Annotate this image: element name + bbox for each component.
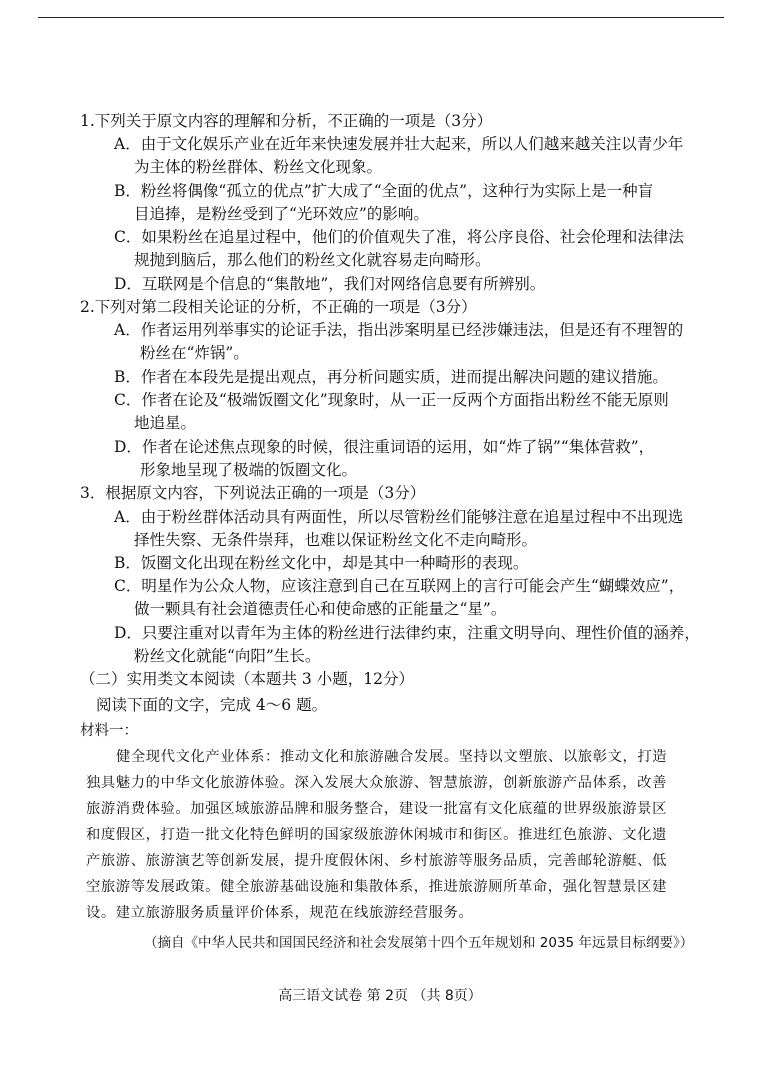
question-1-option-c: C．如果粉丝在追星过程中，他们的价值观失了准，将公序良俗、社会伦理和法律法 [114,228,684,246]
section-heading: （二）实用类文本阅读（本题共 3 小题，12分） [80,670,414,688]
question-3-option-a-cont: 择性失察、无条件崇拜，也难以保证粉丝文化不走向畸形。 [134,531,538,549]
question-2-option-b: B．作者在本段先是提出观点，再分析问题实质，进而提出解决问题的建议措施。 [114,368,668,386]
passage-line: 设。建立旅游服务质量评价体系，规范在线旅游经营服务。 [86,905,474,921]
question-3-option-c: C．明星作为公众人物，应该注意到自己在互联网上的言行可能会产生“蝴蝶效应”， [114,577,685,595]
question-2-option-c: C．作者在论及“极端饭圈文化”现象时，从一正一反两个方面指出粉丝不能无原则 [114,391,669,409]
reading-instruction: 阅读下面的文字，完成 4～6 题。 [96,696,328,714]
question-1-option-b-cont: 目追捧，是粉丝受到了“光环效应”的影响。 [134,205,429,223]
question-1-option-a-cont: 为主体的粉丝群体、粉丝文化现象。 [134,158,383,176]
question-3-option-d: D．只要注重对以青年为主体的粉丝进行法律约束，注重文明导向、理性价值的涵养， [114,624,700,642]
page-footer: 高三语文试卷 第 2页 （共 8页） [278,988,482,1004]
question-3-option-b: B．饭圈文化出现在粉丝文化中，却是其中一种畸形的表现。 [114,554,529,572]
passage-line: 独具魅力的中华文化旅游体验。深入发展大众旅游、智慧旅游，创新旅游产品体系，改善 [86,775,667,791]
question-1-option-d: D．互联网是个信息的“集散地”，我们对网络信息要有所辨别。 [114,275,546,293]
passage-line: 旅游消费体验。加强区域旅游品牌和服务整合，建设一批富有文化底蕴的世界级旅游景区 [86,801,667,817]
passage-line: 空旅游等发展政策。健全旅游基础设施和集散体系，推进旅游厕所革命，强化智慧景区建 [86,879,667,895]
question-2-option-d: D．作者在论述焦点现象的时候，很注重词语的运用，如“炸了锅”“集体营救”， [114,438,655,456]
material-label: 材料一： [80,723,138,739]
passage-line: 和度假区，打造一批文化特色鲜明的国家级旅游休闲城市和街区。推进红色旅游、文化遗 [86,827,667,843]
question-2-option-d-cont: 形象地呈现了极端的饭圈文化。 [140,461,358,479]
header-rule [38,17,724,18]
passage-line: 产旅游、旅游演艺等创新发展，提升度假休闲、乡村旅游等服务品质，完善邮轮游艇、低 [86,853,667,869]
question-1-option-b: B．粉丝将偶像“孤立的优点”扩大成了“全面的优点”，这种行为实际上是一种盲 [114,182,654,200]
question-3-option-a: A．由于粉丝群体活动具有两面性，所以尽管粉丝们能够注意在追星过程中不出现选 [114,508,684,526]
question-2-option-c-cont: 地追星。 [134,414,197,432]
passage-line: 健全现代文化产业体系：推动文化和旅游融合发展。坚持以文塑旅、以旅彰文，打造 [116,749,668,765]
question-2-option-a-cont: 粉丝在“炸锅”。 [140,344,249,362]
question-1-option-c-cont: 规抛到脑后，那么他们的粉丝文化就容易走向畸形。 [134,251,491,269]
source-citation: （摘自《中华人民共和国国民经济和社会发展第十四个五年规划和 2035 年远景目标纲要》） [144,935,694,951]
question-2-option-a: A．作者运用列举事实的论证手法，指出涉案明星已经涉嫌违法，但是还有不理智的 [114,321,684,339]
question-2-stem: 2.下列对第二段相关论证的分析，不正确的一项是（3分） [80,298,477,316]
question-1-option-a: A．由于文化娱乐产业在近年来快速发展并壮大起来，所以人们越来越关注以青少年 [114,135,684,153]
question-1-stem: 1.下列关于原文内容的理解和分析，不正确的一项是（3分） [80,112,493,130]
question-3-option-d-cont: 粉丝文化就能“向阳”生长。 [134,647,321,665]
question-3-option-c-cont: 做一颗具有社会道德责任心和使命感的正能量之“星”。 [134,600,507,618]
question-3-stem: 3．根据原文内容，下列说法正确的一项是（3分） [80,484,426,502]
